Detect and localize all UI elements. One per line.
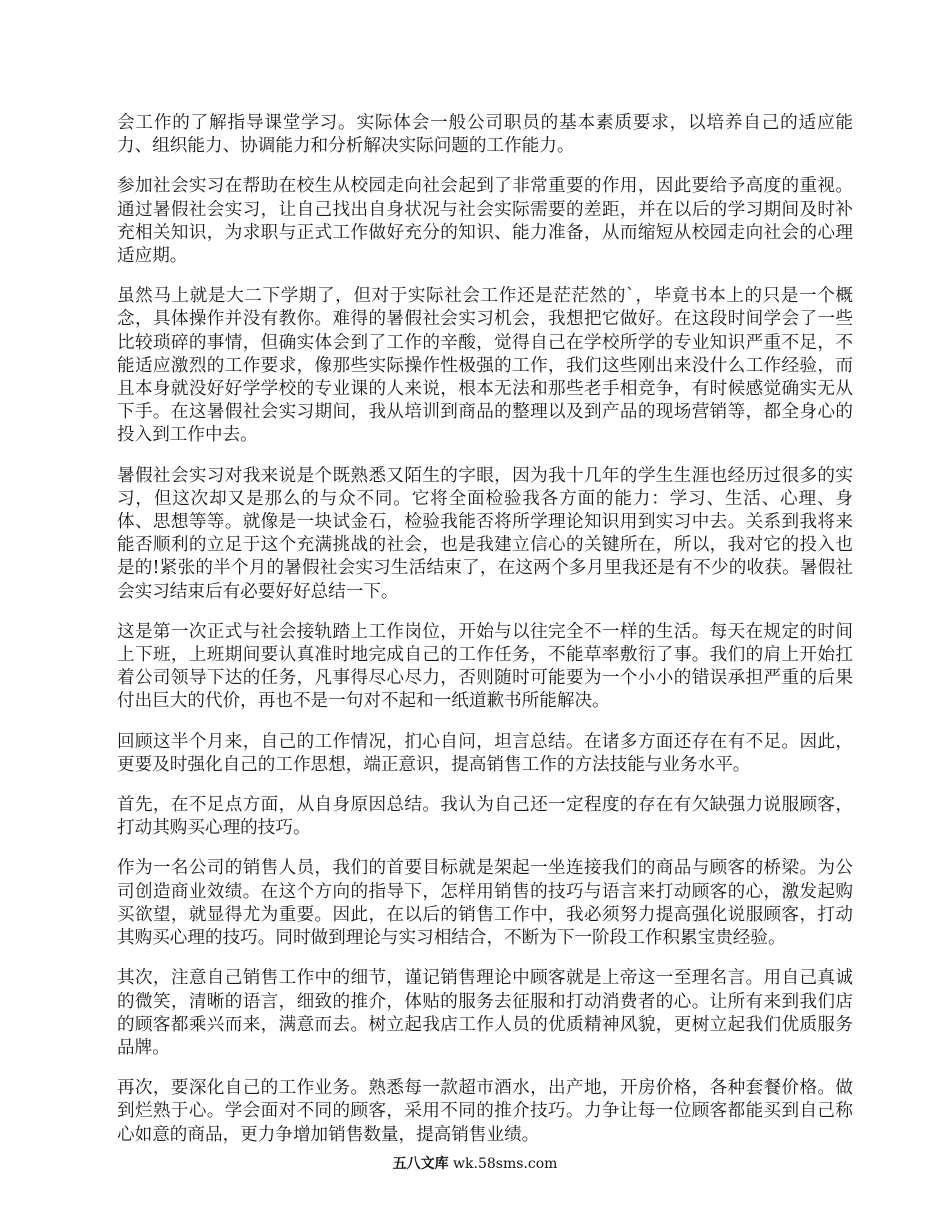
paragraph: 暑假社会实习对我来说是个既熟悉又陌生的字眼，因为我十几年的学生生涯也经历过很多的实习，但这次却又是那么的与众不同。它将全面检验我各方面的能力：学习、生活、心理、身体、思想等等。就像是一块试金石，检验我能否将所学理论知识用到实习中去。关系到我将来能否顺利的立足于这个充满挑战的社会，也是我建立信心的关键所在，所以，我对它的投入也是的!紧张的半个月的暑假社会实习生活结束了，在这两个多月里我还是有不少的收获。暑假社会实习结束后有必要好好总结一下。 [117, 465, 853, 602]
paragraph: 会工作的了解指导课堂学习。实际体会一般公司职员的基本素质要求，以培养自己的适应能力、组织能力、协调能力和分析解决实际问题的工作能力。 [117, 113, 853, 157]
paragraph: 再次，要深化自己的工作业务。熟悉每一款超市酒水，出产地，开房价格，各种套餐价格。做到烂熟于心。学会面对不同的顾客，采用不同的推介技巧。力争让每一位顾客都能买到自己称心如意的商品，更力争增加销售数量，提高销售业绩。 [117, 1078, 853, 1145]
paragraph: 作为一名公司的销售人员，我们的首要目标就是架起一坐连接我们的商品与顾客的桥梁。为公司创造商业效绩。在这个方向的指导下，怎样用销售的技巧与语言来打动顾客的心，激发起购买欲望，就显得尤为重要。因此，在以后的销售工作中，我必须努力提高强化说服顾客，打动其购买心理的技巧。同时做到理论与实习相结合，不断为下一阶段工作积累宝贵经验。 [117, 858, 853, 949]
document-body [117, 112, 853, 1164]
page-footer [0, 1155, 950, 1173]
paragraph: 其次，注意自己销售工作中的细节，谨记销售理论中顾客就是上帝这一至理名言。用自己真诚的微笑，清晰的语言，细致的推介，体贴的服务去征服和打动消费者的心。让所有来到我们店的顾客都乘兴而来，满意而去。树立起我店工作人员的优质精神风貌，更树立起我们优质服务品牌。 [117, 968, 853, 1058]
paragraph: 这是第一次正式与社会接轨踏上工作岗位，开始与以往完全不一样的生活。每天在规定的时间上下班，上班期间要认真准时地完成自己的工作任务，不能草率敷衍了事。我们的肩上开始扛着公司领导下达的任务，凡事得尽心尽力，否则随时可能要为一个小小的错误承担严重的后果付出巨大的代价，再也不是一句对不起和一纸道歉书所能解决。 [117, 621, 853, 712]
paragraph: 首先，在不足点方面，从自身原因总结。我认为自己还一定程度的存在有欠缺强力说服顾客，打动其购买心理的技巧。 [117, 795, 853, 839]
paragraph: 参加社会实习在帮助在校生从校园走向社会起到了非常重要的作用，因此要给予高度的重视。通过暑假社会实习，让自己找出自身状况与社会实际需要的差距，并在以后的学习期间及时补充相关知识，为求职与正式工作做好充分的知识、能力准备，从而缩短从校园走向社会的心理适应期。 [117, 176, 853, 267]
paragraph: 虽然马上就是大二下学期了，但对于实际社会工作还是茫茫然的`，毕竟书本上的只是一个概念，具体操作并没有教你。难得的暑假社会实习机会，我想把它做好。在这段时间学会了一些比较琐碎的事情，但确实体会到了工作的辛酸，觉得自己在学校所学的专业知识严重不足，不能适应激烈的工作要求，像那些实际操作性极强的工作，我们这些刚出来没什么工作经验，而且本身就没好好学学校的专业课的人来说，根本无法和那些老手相竞争，有时候感觉确实无从下手。在这暑假社会实习期间，我从培训到商品的整理以及到产品的现场营销等，都全身心的投入到工作中去。 [117, 286, 853, 446]
paragraph: 回顾这半个月来，自己的工作情况，扪心自问，坦言总结。在诸多方面还存在有不足。因此，更要及时强化自己的工作思想，端正意识，提高销售工作的方法技能与业务水平。 [117, 731, 853, 775]
footer-url[interactable]: wk.58sms.com [453, 1156, 558, 1172]
footer-brand: 五八文库 [392, 1156, 449, 1172]
